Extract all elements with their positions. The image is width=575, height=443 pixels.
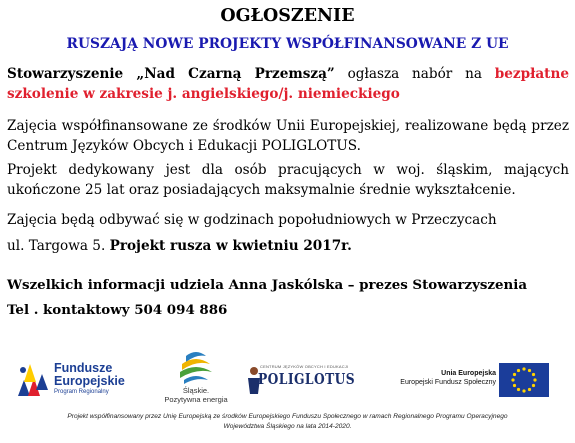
schedule-paragraph: Zajęcia będą odbywać się w godzinach popołudniowych w Przeczycach [7,212,497,228]
slaskie-logo [162,348,226,408]
footer-line2: Województwa Śląskiego na lata 2014-2020. [223,423,352,430]
contact-phone: Tel . kontaktowy 504 094 886 [7,302,228,318]
address-text: ul. Targowa 5. [7,238,110,254]
unia-europejska-logo [396,363,556,407]
footer-note [0,412,575,432]
page-title: OGŁOSZENIE [220,6,355,26]
slaskie-line1: Śląskie. [182,386,210,395]
eligibility-paragraph: Projekt dedykowany jest dla osób pracujących w woj. śląskim, mających ukończone 25 lat oraz posiadających maksymalnie średnie wykształcenie. [7,162,569,198]
poliglotus-name: POLIGLOTUS [258,370,356,388]
fe-line3: Program Regionalny [54,389,109,395]
slaskie-line2: Pozytywna energia [164,395,228,404]
funding-paragraph: Zajęcia współfinansowane ze środków Unii Europejskiej, realizowane będą przez Centrum Języków Obcych i Edukacji POLIGLOTUS. [7,118,569,154]
ue-line1: Unia Europejska [441,370,496,377]
announcement-text: ogłasza nabór na [334,66,495,82]
fe-line1: Fundusze [54,361,113,375]
project-start-text: Projekt rusza w kwietniu 2017r. [109,238,352,254]
eu-flag-icon [499,363,549,397]
address-paragraph [7,236,569,256]
footer-line1: Projekt współfinansowany przez Unię Europejską ze środków Europejskiego Funduszu Społecznego w ramach Regionalnego Programu Operacyjnego [67,413,508,420]
fe-stars-icon [14,360,50,400]
fe-line2: Europejskie [54,374,125,388]
contact-info: Wszelkich informacji udziela Anna Jaskólska – prezes Stowarzyszenia [7,277,528,293]
slaskie-wave-icon [164,348,228,386]
training-highlight: bezpłatne szkolenie w zakresie j. angielskiego/j. niemieckiego [7,66,569,102]
announcement-paragraph [7,64,569,104]
logo-bar [0,348,575,408]
organization-name: Stowarzyszenie „Nad Czarną Przemszą” [7,66,335,82]
fundusze-europejskie-logo [14,358,154,404]
poliglotus-logo [246,364,356,402]
poliglotus-tagline: CENTRUM JĘZYKÓW OBCYCH I EDUKACJI [260,364,349,369]
page-subtitle: RUSZAJĄ NOWE PROJEKTY WSPÓŁFINANSOWANE Z UE [66,36,509,52]
ue-line2: Europejski Fundusz Społeczny [400,379,496,386]
